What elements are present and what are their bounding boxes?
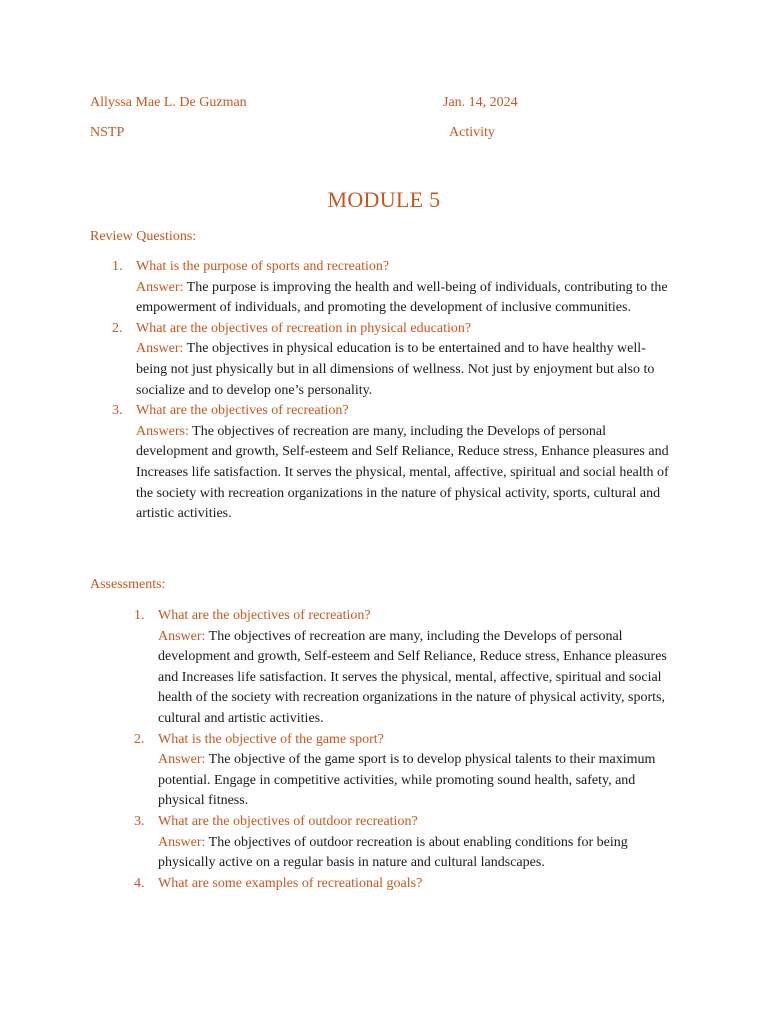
question-text: What is the objective of the game sport? <box>158 731 384 747</box>
list-item <box>134 874 678 895</box>
question-text: What are the objectives of recreation? <box>158 608 371 623</box>
answer-label: Answer: <box>158 834 206 850</box>
answer-label: Answer: <box>158 628 206 644</box>
answer-label: Answer: <box>136 341 184 357</box>
answer-body: The objectives of recreation are many, including the Develops of personal development and growth, Self-esteem and Self Reliance, Reduce stress, Enhance pleasures and Increases life satisfaction. It serves the physical, mental, affective, spiritual and social health of the society with recreation organizations in the nature of physical activity, sports, cultural and artistic activities. <box>136 423 669 522</box>
answer-label: Answers: <box>136 423 189 439</box>
item-number: 1. <box>112 259 123 274</box>
course-name: NSTP <box>90 125 125 140</box>
answer-text <box>136 422 676 525</box>
answer-text <box>136 339 676 401</box>
item-number: 3. <box>134 813 145 829</box>
review-questions-label: Review Questions: <box>90 229 197 244</box>
answer-body: The objective of the game sport is to develop physical talents to their maximum potential. Engage in competitive activities, while promoting sound health, safety, and physical fitness. <box>158 752 656 809</box>
student-name: Allyssa Mae L. De Guzman <box>90 95 247 110</box>
answer-body: The objectives of outdoor recreation is about enabling conditions for being physically active on a regular basis in nature and cultural landscapes. <box>158 834 628 871</box>
document-type: Activity <box>449 125 495 140</box>
page-title: MODULE 5 <box>327 187 441 212</box>
document-date: Jan. 14, 2024 <box>443 95 518 110</box>
item-number: 3. <box>112 403 123 419</box>
answer-label: Answer: <box>136 279 184 295</box>
answer-text <box>158 750 678 812</box>
list-item <box>112 257 676 319</box>
assessments-list <box>134 606 678 894</box>
list-item <box>112 319 676 401</box>
item-number: 1. <box>134 608 145 623</box>
answer-body: The objectives in physical education is to be entertained and to have healthy well-being not just physically but in all dimensions of wellness. Not just by enjoyment but also to socialize and to develop one’s personality. <box>136 341 655 398</box>
question-text: What are some examples of recreational goals? <box>158 875 423 891</box>
question-text: What is the purpose of sports and recreation? <box>136 259 390 274</box>
answer-body: The objectives of recreation are many, including the Develops of personal development and growth, Self-esteem and Self Reliance, Reduce stress, Enhance pleasures and Increases life satisfaction. It serves the physical, mental, affective, spiritual and social health of the society with recreation organizations in the nature of physical activity, sports, cultural and artistic activities. <box>158 628 667 726</box>
list-item <box>134 812 678 874</box>
question-text: What are the objectives of recreation in physical education? <box>136 320 472 336</box>
answer-body: The purpose is improving the health and well-being of individuals, contributing to the empowerment of individuals, and promoting the development of inclusive communities. <box>136 279 668 316</box>
assessments-label: Assessments: <box>90 577 166 592</box>
answer-text <box>136 278 676 319</box>
answer-label: Answer: <box>158 752 206 768</box>
answer-text <box>158 833 678 874</box>
question-text: What are the objectives of outdoor recreation? <box>158 813 418 829</box>
item-number: 4. <box>134 875 145 891</box>
list-item <box>112 401 676 525</box>
review-questions-list <box>112 257 676 525</box>
list-item <box>134 606 678 730</box>
item-number: 2. <box>134 731 145 747</box>
question-text: What are the objectives of recreation? <box>136 403 349 419</box>
list-item <box>134 730 678 812</box>
item-number: 2. <box>112 320 123 336</box>
answer-text <box>158 627 678 730</box>
